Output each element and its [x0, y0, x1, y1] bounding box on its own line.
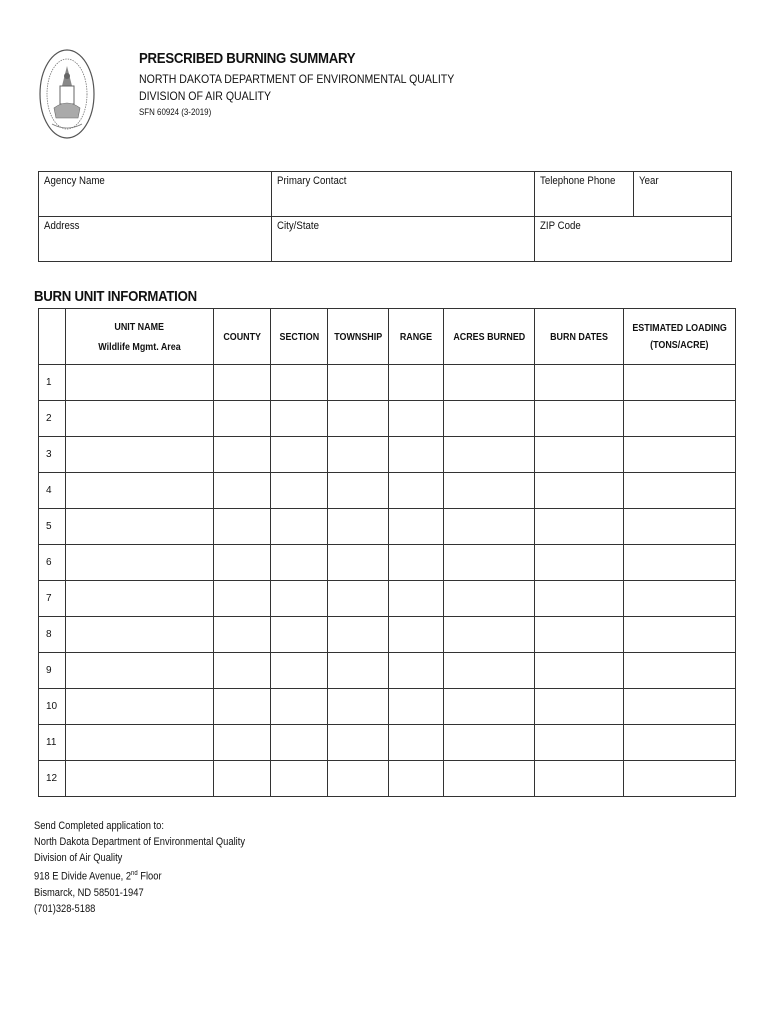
section-cell[interactable] [271, 365, 328, 401]
unit-name-cell[interactable] [66, 545, 214, 581]
row-number: 4 [39, 473, 66, 509]
section-cell[interactable] [271, 689, 328, 725]
township-cell[interactable] [328, 617, 389, 653]
acres-burned-cell[interactable] [444, 581, 535, 617]
section-cell[interactable] [271, 581, 328, 617]
estimated-loading-cell[interactable] [624, 509, 736, 545]
unit-name-cell[interactable] [66, 365, 214, 401]
section-cell[interactable] [271, 725, 328, 761]
agency-name-label: Agency Name [44, 175, 105, 187]
range-cell[interactable] [389, 437, 444, 473]
county-cell[interactable] [214, 725, 271, 761]
estimated-loading-cell[interactable] [624, 617, 736, 653]
estimated-loading-cell[interactable] [624, 761, 736, 797]
township-cell[interactable] [328, 725, 389, 761]
form-title: PRESCRIBED BURNING SUMMARY [139, 50, 356, 67]
unit-name-cell[interactable] [66, 437, 214, 473]
row-number: 5 [39, 509, 66, 545]
footer-line: Send Completed application to: [34, 820, 164, 832]
section-cell[interactable] [271, 761, 328, 797]
row-number: 3 [39, 437, 66, 473]
county-cell[interactable] [214, 473, 271, 509]
county-cell[interactable] [214, 437, 271, 473]
burn-dates-cell[interactable] [535, 365, 624, 401]
footer-line: Division of Air Quality [34, 852, 123, 864]
unit-name-cell[interactable] [66, 509, 214, 545]
row-number: 10 [39, 689, 66, 725]
county-cell[interactable] [214, 509, 271, 545]
township-header: TOWNSHIP [328, 309, 389, 365]
table-row [39, 437, 736, 473]
estimated-loading-header [624, 309, 736, 365]
acres-burned-cell[interactable] [444, 653, 535, 689]
row-number: 8 [39, 617, 66, 653]
agency-info-table [38, 171, 732, 262]
burn-dates-cell[interactable] [535, 689, 624, 725]
acres-burned-cell[interactable] [444, 545, 535, 581]
table-row [39, 653, 736, 689]
unit-name-label: UNIT NAME [114, 320, 165, 333]
township-cell[interactable] [328, 581, 389, 617]
acres-burned-cell[interactable] [444, 617, 535, 653]
primary-contact-field[interactable] [272, 172, 535, 217]
township-cell[interactable] [328, 473, 389, 509]
acres-burned-header: ACRES BURNED [444, 309, 535, 365]
estimated-loading-cell[interactable] [624, 437, 736, 473]
city-state-label: City/State [277, 220, 319, 232]
telephone-field[interactable] [535, 172, 634, 217]
unit-name-cell[interactable] [66, 725, 214, 761]
section-cell[interactable] [271, 545, 328, 581]
acres-burned-cell[interactable] [444, 473, 535, 509]
township-cell[interactable] [328, 653, 389, 689]
county-cell[interactable] [214, 761, 271, 797]
footer-line: Bismarck, ND 58501-1947 [34, 886, 144, 899]
range-cell[interactable] [389, 689, 444, 725]
acres-burned-cell[interactable] [444, 761, 535, 797]
row-number: 6 [39, 545, 66, 581]
division-name: DIVISION OF AIR QUALITY [139, 89, 272, 103]
table-row [39, 761, 736, 797]
zip-field[interactable] [535, 217, 732, 262]
section-cell[interactable] [271, 509, 328, 545]
footer-street: 918 E Divide Avenue, 2nd Floor [34, 870, 162, 883]
range-cell[interactable] [389, 401, 444, 437]
address-field[interactable] [39, 217, 272, 262]
section-cell[interactable] [271, 437, 328, 473]
estimated-loading-cell[interactable] [624, 545, 736, 581]
row-number-header [39, 309, 66, 365]
unit-name-cell[interactable] [66, 401, 214, 437]
section-cell[interactable] [271, 473, 328, 509]
table-row [39, 509, 736, 545]
section-cell[interactable] [271, 617, 328, 653]
estimated-loading-cell[interactable] [624, 365, 736, 401]
county-cell[interactable] [214, 365, 271, 401]
acres-burned-cell[interactable] [444, 437, 535, 473]
address-label: Address [44, 220, 80, 232]
unit-name-cell[interactable] [66, 617, 214, 653]
estimated-loading-cell[interactable] [624, 653, 736, 689]
township-cell[interactable] [328, 689, 389, 725]
estimated-loading-cell[interactable] [624, 473, 736, 509]
range-cell[interactable] [389, 365, 444, 401]
unit-name-cell[interactable] [66, 581, 214, 617]
year-label: Year [639, 175, 659, 187]
form-number: SFN 60924 (3-2019) [139, 107, 212, 117]
department-name: NORTH DAKOTA DEPARTMENT OF ENVIRONMENTAL QUALITY [139, 72, 455, 86]
township-cell[interactable] [328, 437, 389, 473]
year-field[interactable] [634, 172, 732, 217]
township-cell[interactable] [328, 509, 389, 545]
range-cell[interactable] [389, 545, 444, 581]
estimated-loading-cell[interactable] [624, 581, 736, 617]
burn-dates-cell[interactable] [535, 761, 624, 797]
table-row [39, 401, 736, 437]
unit-name-sublabel: Wildlife Mgmt. Area [98, 340, 181, 353]
row-number: 1 [39, 365, 66, 401]
table-row [39, 581, 736, 617]
row-number: 12 [39, 761, 66, 797]
county-cell[interactable] [214, 617, 271, 653]
range-cell[interactable] [389, 509, 444, 545]
burn-dates-header: BURN DATES [535, 309, 624, 365]
acres-burned-cell[interactable] [444, 401, 535, 437]
county-cell[interactable] [214, 653, 271, 689]
burn-dates-cell[interactable] [535, 509, 624, 545]
burn-dates-cell[interactable] [535, 653, 624, 689]
unit-name-header [66, 309, 214, 365]
table-row [39, 689, 736, 725]
row-number: 7 [39, 581, 66, 617]
agency-name-field[interactable] [39, 172, 272, 217]
footer-phone: (701)328-5188 [34, 902, 96, 915]
city-state-field[interactable] [272, 217, 535, 262]
table-row [39, 365, 736, 401]
estimated-loading-sublabel: (TONS/ACRE) [650, 339, 709, 351]
state-seal-logo [38, 46, 96, 142]
acres-burned-cell[interactable] [444, 365, 535, 401]
range-cell[interactable] [389, 617, 444, 653]
estimated-loading-cell[interactable] [624, 725, 736, 761]
row-number: 2 [39, 401, 66, 437]
estimated-loading-cell[interactable] [624, 689, 736, 725]
row-number: 11 [39, 725, 66, 761]
county-cell[interactable] [214, 545, 271, 581]
unit-name-cell[interactable] [66, 653, 214, 689]
range-cell[interactable] [389, 761, 444, 797]
telephone-label: Telephone Phone [540, 175, 616, 187]
burn-dates-cell[interactable] [535, 473, 624, 509]
form-header [139, 50, 497, 117]
burn-dates-cell[interactable] [535, 581, 624, 617]
burn-dates-cell[interactable] [535, 725, 624, 761]
estimated-loading-cell[interactable] [624, 401, 736, 437]
range-cell[interactable] [389, 725, 444, 761]
table-row [39, 617, 736, 653]
row-number: 9 [39, 653, 66, 689]
burn-unit-table [38, 308, 736, 797]
burn-dates-cell[interactable] [535, 401, 624, 437]
township-cell[interactable] [328, 761, 389, 797]
county-header: COUNTY [214, 309, 271, 365]
county-cell[interactable] [214, 581, 271, 617]
estimated-loading-label: ESTIMATED LOADING [632, 322, 727, 334]
county-cell[interactable] [214, 401, 271, 437]
burn-dates-cell[interactable] [535, 437, 624, 473]
footer-line: North Dakota Department of Environmental Quality [34, 836, 245, 848]
section-header: SECTION [271, 309, 328, 365]
acres-burned-cell[interactable] [444, 725, 535, 761]
table-row [39, 545, 736, 581]
unit-name-cell[interactable] [66, 761, 214, 797]
acres-burned-cell[interactable] [444, 689, 535, 725]
range-cell[interactable] [389, 473, 444, 509]
primary-contact-label: Primary Contact [277, 175, 347, 187]
range-cell[interactable] [389, 581, 444, 617]
burn-dates-cell[interactable] [535, 545, 624, 581]
township-cell[interactable] [328, 401, 389, 437]
table-row [39, 725, 736, 761]
unit-name-cell[interactable] [66, 473, 214, 509]
range-header: RANGE [389, 309, 444, 365]
burn-dates-cell[interactable] [535, 617, 624, 653]
table-row [39, 473, 736, 509]
burn-unit-section-title: BURN UNIT INFORMATION [34, 288, 197, 305]
range-cell[interactable] [389, 653, 444, 689]
unit-name-cell[interactable] [66, 689, 214, 725]
zip-label: ZIP Code [540, 220, 581, 232]
mailing-address [34, 818, 282, 917]
township-cell[interactable] [328, 365, 389, 401]
section-cell[interactable] [271, 653, 328, 689]
acres-burned-cell[interactable] [444, 509, 535, 545]
township-cell[interactable] [328, 545, 389, 581]
county-cell[interactable] [214, 689, 271, 725]
section-cell[interactable] [271, 401, 328, 437]
